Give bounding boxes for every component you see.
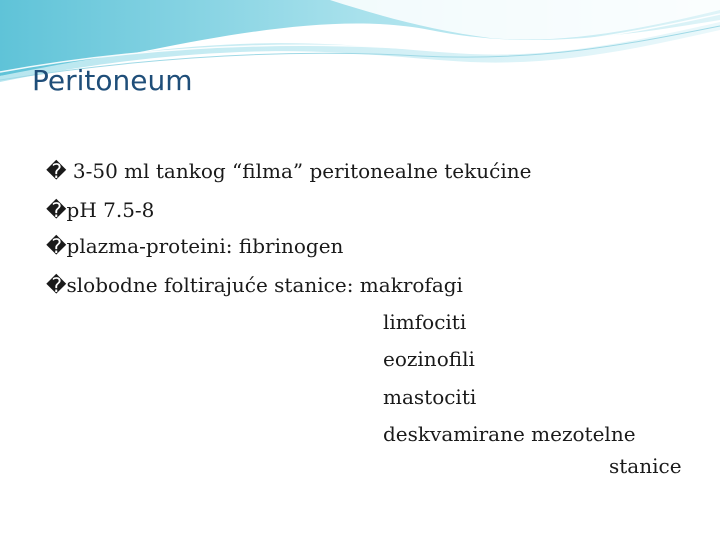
bullet-item [46, 197, 154, 223]
bullet-item [46, 272, 463, 298]
cell-list-item: eozinofili [383, 347, 475, 371]
bullet-item [46, 233, 343, 259]
bullet-text: slobodne foltirajuće stanice: makrofagi [66, 273, 463, 297]
bullet-item [46, 158, 531, 184]
bullet-text: pH 7.5-8 [66, 198, 155, 222]
cell-list-item: stanice [609, 454, 682, 478]
cell-list-item: limfociti [383, 310, 467, 334]
bullet-glyph-icon: � [46, 273, 67, 297]
cell-list-item: mastociti [383, 385, 477, 409]
bullet-glyph-icon: � [46, 159, 67, 183]
slide-title: Peritoneum [32, 64, 193, 97]
bullet-glyph-icon: � [46, 198, 67, 222]
cell-list-item: deskvamirane mezotelne [383, 422, 636, 446]
bullet-text: plazma-proteini: fibrinogen [66, 234, 344, 258]
bullet-text: 3-50 ml tankog “filma” peritonealne tekućine [72, 159, 532, 183]
bullet-glyph-icon: � [46, 234, 67, 258]
